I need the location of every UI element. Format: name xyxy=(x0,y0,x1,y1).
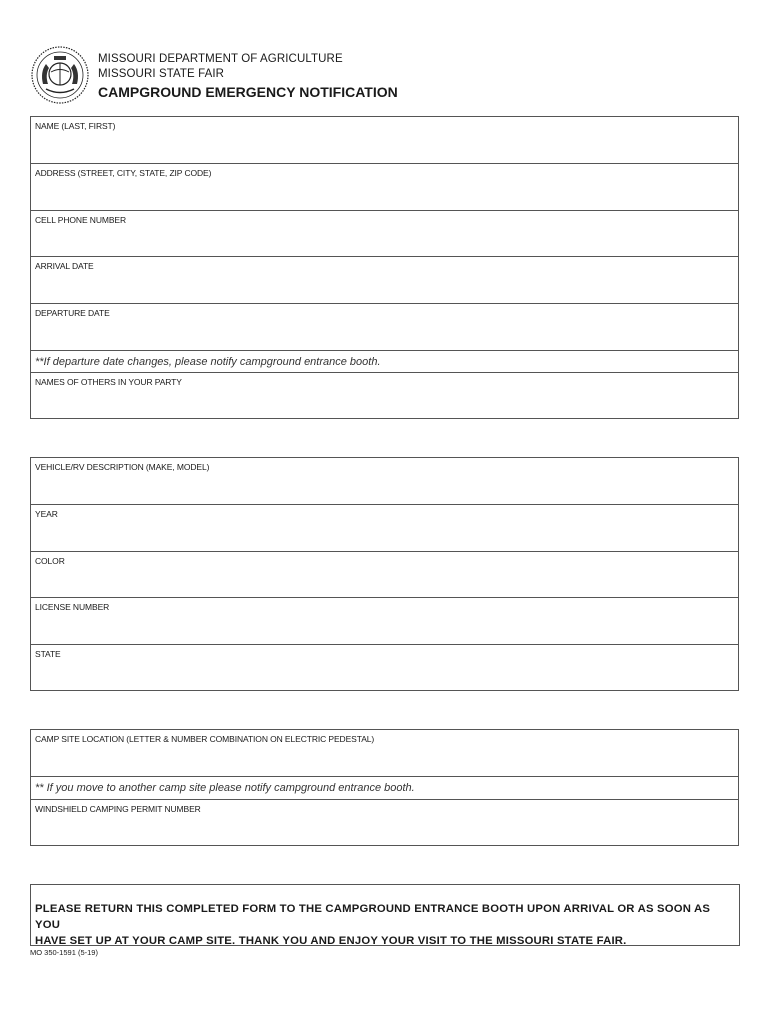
departure-note: **If departure date changes, please notify campground entrance booth. xyxy=(31,351,738,373)
party-field[interactable] xyxy=(35,392,734,416)
address-field[interactable] xyxy=(35,183,734,207)
permit-field[interactable] xyxy=(35,818,734,842)
camp-site-note: ** If you move to another camp site please notify campground entrance booth. xyxy=(31,777,738,800)
fair-name: MISSOURI STATE FAIR xyxy=(98,68,225,80)
form-number: MO 350-1591 (5-19) xyxy=(30,948,98,957)
return-instructions-line-1: PLEASE RETURN THIS COMPLETED FORM TO THE CAMPGROUND ENTRANCE BOOTH UPON ARRIVAL OR AS SOON AS YOU xyxy=(35,903,711,931)
party-label: NAMES OF OTHERS IN YOUR PARTY xyxy=(35,377,182,387)
year-label: YEAR xyxy=(35,509,58,519)
departure-date-row xyxy=(31,304,738,351)
state-field[interactable] xyxy=(35,663,734,687)
year-row xyxy=(31,505,738,552)
address-row xyxy=(31,164,738,211)
name-field[interactable] xyxy=(35,136,734,160)
permit-row xyxy=(31,800,738,845)
personal-info-section xyxy=(30,116,739,419)
vehicle-description-label: VEHICLE/RV DESCRIPTION (MAKE, MODEL) xyxy=(35,462,210,472)
color-label: COLOR xyxy=(35,556,65,566)
license-row xyxy=(31,598,738,645)
arrival-date-label: ARRIVAL DATE xyxy=(35,261,94,271)
year-field[interactable] xyxy=(35,524,734,548)
cell-phone-row xyxy=(31,211,738,257)
departure-date-field[interactable] xyxy=(35,323,734,347)
state-row xyxy=(31,645,738,690)
cell-phone-field[interactable] xyxy=(35,229,734,253)
cell-phone-label: CELL PHONE NUMBER xyxy=(35,215,127,225)
camp-site-row xyxy=(31,730,738,777)
departure-date-label: DEPARTURE DATE xyxy=(35,308,110,318)
camp-site-field[interactable] xyxy=(35,749,734,773)
return-instructions-line-2: HAVE SET UP AT YOUR CAMP SITE. THANK YOU AND ENJOY YOUR VISIT TO THE MISSOURI STATE FAIR. xyxy=(35,935,627,947)
vehicle-description-row xyxy=(31,458,738,505)
form-title: CAMPGROUND EMERGENCY NOTIFICATION xyxy=(98,84,398,100)
department-name: MISSOURI DEPARTMENT OF AGRICULTURE xyxy=(98,53,343,65)
arrival-date-row xyxy=(31,257,738,304)
vehicle-description-field[interactable] xyxy=(35,477,734,501)
license-field[interactable] xyxy=(35,617,734,641)
name-row xyxy=(31,117,738,164)
vehicle-info-section xyxy=(30,457,739,691)
color-field[interactable] xyxy=(35,570,734,594)
return-instructions xyxy=(30,884,740,946)
camp-site-section xyxy=(30,729,739,846)
color-row xyxy=(31,552,738,598)
camp-site-label: CAMP SITE LOCATION (LETTER & NUMBER COMBINATION ON ELECTRIC PEDESTAL) xyxy=(35,734,375,744)
arrival-date-field[interactable] xyxy=(35,276,734,300)
license-label: LICENSE NUMBER xyxy=(35,602,110,612)
missouri-state-seal-icon xyxy=(30,44,90,106)
name-label: NAME (LAST, FIRST) xyxy=(35,121,116,131)
address-label: ADDRESS (STREET, CITY, STATE, ZIP CODE) xyxy=(35,168,212,178)
permit-label: WINDSHIELD CAMPING PERMIT NUMBER xyxy=(35,804,201,814)
party-row xyxy=(31,373,738,419)
state-label: STATE xyxy=(35,649,61,659)
